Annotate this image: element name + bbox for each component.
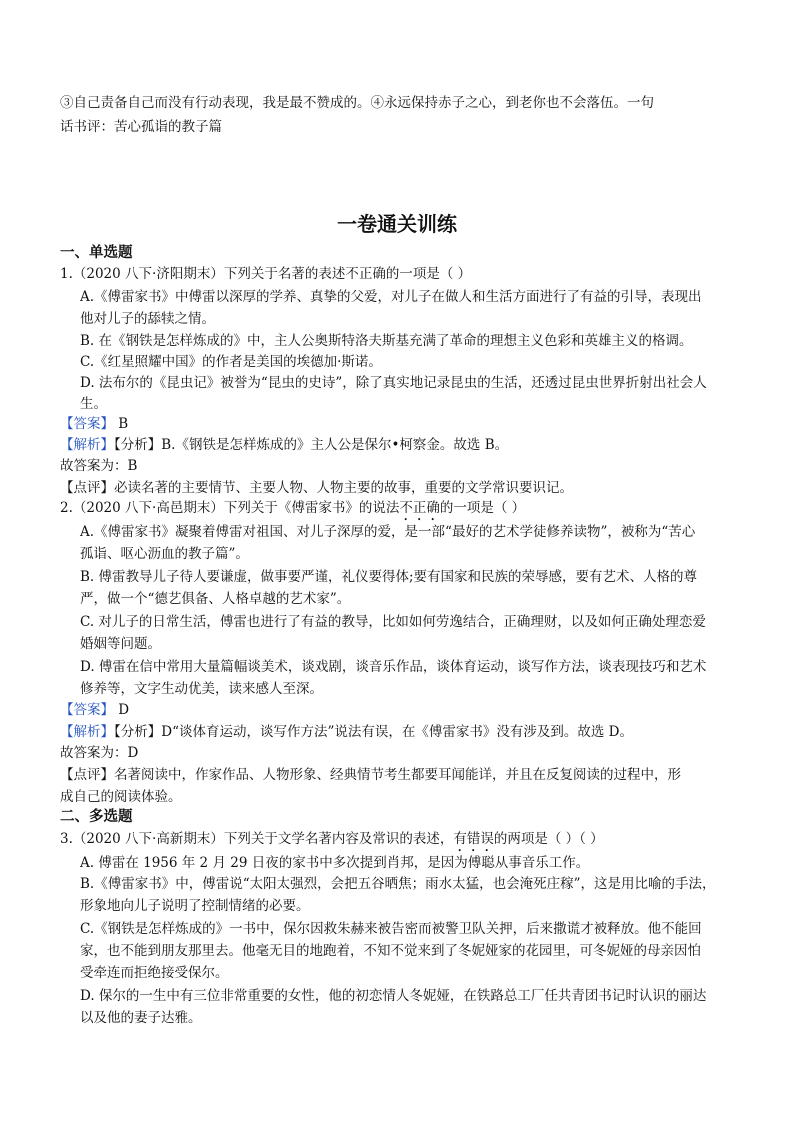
q1-option-d-cont: 生。 bbox=[80, 396, 107, 412]
answer-label: 【答案】 bbox=[60, 416, 114, 432]
q3-option-d-cont: 以及他的妻子达雅。 bbox=[80, 1010, 202, 1026]
analysis-label: 【解析】 bbox=[60, 437, 114, 453]
comment-label: 【点评】 bbox=[60, 767, 114, 783]
q1-option-d: D. 法布尔的《昆虫记》被誉为“昆虫的史诗”，除了真实地记录昆虫的生活，还透过昆虫世界折射出社会人 bbox=[80, 375, 707, 391]
q3-option-c-cont: 家，也不能到朋友那里去。他毫无目的地跑着，不知不觉来到了冬妮娅家的花园里，可冬妮娅的母亲因怕 bbox=[80, 943, 701, 959]
q2-stem-text: 2.（2020 八下·高邑期末）下列关于《傅雷家书》的说法 bbox=[60, 500, 400, 516]
intro-line-2: 话书评：苦心孤诣的教子篇 bbox=[60, 119, 222, 135]
q1-option-a-cont: 他对儿子的舔犊之情。 bbox=[80, 311, 215, 327]
q2-option-b: B. 傅雷教导儿子待人要谦虚，做事要严谨，礼仪要得体;要有国家和民族的荣辱感，要有艺术、人格的尊 bbox=[80, 569, 698, 585]
q2-comment bbox=[60, 765, 681, 785]
q1-comment bbox=[60, 478, 573, 498]
q1-comment-text: 必读名著的主要情节、主要人物、人物主要的故事，重要的文学常识要识记。 bbox=[114, 480, 573, 496]
q3-stem-text: 3.（2020 八下·高新期末）下列关于文学名著内容及常识的表述， bbox=[60, 831, 454, 847]
q1-option-c: C.《红星照耀中国》的作者是美国的埃德加·斯诺。 bbox=[80, 354, 382, 370]
q3-option-b: B.《傅雷家书》中，傅雷说“太阳太强烈，会把五谷晒焦；雨水太猛，也会淹死庄稼”，这是用比喻的手法， bbox=[80, 876, 716, 892]
q2-option-b-cont: 严，做一个“德艺俱备、人格卓越的艺术家”。 bbox=[80, 591, 351, 607]
q3-stem bbox=[60, 829, 604, 855]
q1-answer bbox=[60, 414, 128, 434]
section-heading-single: 一、单选题 bbox=[60, 245, 133, 261]
q1-option-a: A.《傅雷家书》中傅雷以深厚的学养、真挚的父爱，对儿子在做人和生活方面进行了有益的引导，表现出 bbox=[80, 289, 702, 305]
q3-option-d: D. 保尔的一生中有三位非常重要的女性，他的初恋情人冬妮娅，在铁路总工厂任共青团书记时认识的丽达 bbox=[80, 988, 707, 1004]
q2-stem bbox=[60, 498, 525, 524]
q2-stem-tail: 的一项是（ ） bbox=[439, 500, 526, 516]
q3-option-c-cont-2: 受牵连而拒绝接受保尔。 bbox=[80, 965, 229, 981]
q3-option-a: A. 傅雷在 1956 年 2 月 29 日夜的家书中多次提到肖邦，是因为傅聪从事音乐工作。 bbox=[80, 855, 590, 871]
page-title: 一卷通关训练 bbox=[337, 212, 457, 236]
q3-stem-emphasis: 有错误 bbox=[453, 831, 494, 847]
q2-analysis-text: 【分析】D“谈体育运动，谈写作方法”说法有误，在《傅雷家书》没有涉及到。故选 D。 bbox=[114, 724, 633, 740]
q2-comment-cont: 成自己的阅读体验。 bbox=[60, 789, 182, 805]
q2-option-d: D. 傅雷在信中常用大量篇幅谈美术，谈戏剧，谈音乐作品，谈体育运动，谈写作方法，谈表现技巧和艺术 bbox=[80, 659, 707, 675]
q2-answer bbox=[60, 700, 129, 720]
q2-final-answer: 故答案为：D bbox=[60, 745, 139, 761]
q1-analysis bbox=[60, 435, 508, 455]
q2-option-a: A.《傅雷家书》凝聚着傅雷对祖国、对儿子深厚的爱，是一部“最好的艺术学徒修养读物”，被称为“苦心 bbox=[80, 524, 696, 540]
q2-option-a-cont: 孤诣、呕心沥血的教子篇”。 bbox=[80, 546, 249, 562]
q3-option-b-cont: 形象地向儿子说明了控制情绪的必要。 bbox=[80, 898, 310, 914]
q2-stem-emphasis: 不正确 bbox=[399, 500, 440, 516]
q2-answer-value: D bbox=[114, 702, 130, 718]
q2-comment-text: 名著阅读中，作家作品、人物形象、经典情节考生都要耳闻能详，并且在反复阅读的过程中，形 bbox=[114, 767, 681, 783]
q2-analysis bbox=[60, 722, 633, 742]
q3-option-c: C.《钢铁是怎样炼成的》一书中，保尔因救朱赫来被告密而被警卫队关押，后来撒谎才被释放。他不能回 bbox=[80, 921, 702, 937]
q1-final-answer: 故答案为：B bbox=[60, 458, 138, 474]
q2-option-d-cont: 修养等，文字生动优美，读来感人至深。 bbox=[80, 681, 323, 697]
q2-option-c: C. 对儿子的日常生活，傅雷也进行了有益的教导，比如如何劳逸结合，正确理财，以及如何正确处理恋爱 bbox=[80, 614, 706, 630]
comment-label: 【点评】 bbox=[60, 480, 114, 496]
q1-stem: 1.（2020 八下·济阳期末）下列关于名著的表述不正确的一项是（ ） bbox=[60, 266, 472, 282]
q3-stem-tail: 的两项是（ ）（ ） bbox=[493, 831, 604, 847]
answer-label: 【答案】 bbox=[60, 702, 114, 718]
intro-line-1: ③自己责备自己而没有行动表现，我是最不赞成的。④永远保持赤子之心，到老你也不会落伍。一句 bbox=[60, 95, 654, 111]
q2-option-c-cont: 婚姻等问题。 bbox=[80, 636, 161, 652]
analysis-label: 【解析】 bbox=[60, 724, 114, 740]
section-heading-multi: 二、多选题 bbox=[60, 809, 133, 825]
q1-option-b: B. 在《钢铁是怎样炼成的》中，主人公奥斯特洛夫斯基充满了革命的理想主义色彩和英雄主义的格调。 bbox=[80, 333, 693, 349]
q1-answer-value: B bbox=[114, 416, 129, 432]
q1-analysis-text: 【分析】B.《钢铁是怎样炼成的》主人公是保尔•柯察金。故选 B。 bbox=[114, 437, 509, 453]
